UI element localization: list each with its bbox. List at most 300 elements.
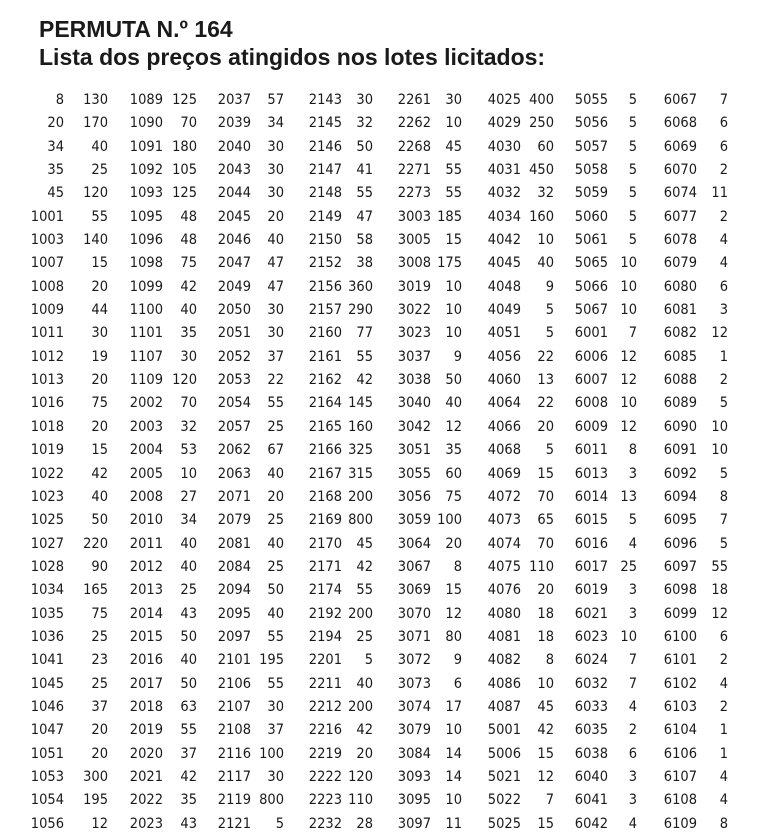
lot-number: 2022 bbox=[129, 792, 163, 809]
lot-number: 6014 bbox=[574, 488, 608, 505]
lot-price: 12 bbox=[620, 372, 637, 389]
lot-number: 2107 bbox=[217, 698, 251, 715]
lot-number: 3037 bbox=[397, 348, 431, 365]
lot-price: 15 bbox=[91, 442, 108, 459]
lot-price: 10 bbox=[620, 628, 637, 645]
lot-number: 2101 bbox=[217, 652, 251, 669]
lot-number: 3095 bbox=[397, 792, 431, 809]
lot-price: 1 bbox=[719, 722, 728, 739]
lot-number: 3059 bbox=[397, 512, 431, 529]
lot-number: 3072 bbox=[397, 652, 431, 669]
table-row bbox=[0, 673, 771, 696]
lot-number: 5067 bbox=[574, 302, 608, 319]
lot-price: 30 bbox=[267, 185, 284, 202]
lot-price: 15 bbox=[537, 745, 554, 762]
lot-number: 1035 bbox=[30, 605, 64, 622]
lot-number: 1107 bbox=[129, 348, 163, 365]
lot-price: 7 bbox=[719, 92, 728, 108]
lot-number: 2147 bbox=[308, 162, 342, 179]
lot-number: 4034 bbox=[487, 208, 521, 225]
lot-price: 40 bbox=[180, 558, 197, 575]
lot-price: 63 bbox=[180, 698, 197, 715]
lot-price: 40 bbox=[267, 535, 284, 552]
lot-price: 6 bbox=[719, 115, 728, 132]
lot-number: 6080 bbox=[663, 278, 697, 295]
lot-price: 7 bbox=[628, 675, 637, 692]
table-row bbox=[0, 206, 771, 229]
lot-number: 2261 bbox=[397, 92, 431, 108]
lot-number: 2079 bbox=[217, 512, 251, 529]
lot-number: 4087 bbox=[487, 698, 521, 715]
lot-price: 42 bbox=[356, 372, 373, 389]
lot-price: 3 bbox=[628, 605, 637, 622]
lot-price: 42 bbox=[180, 768, 197, 785]
lot-price: 40 bbox=[267, 232, 284, 249]
lot-price: 160 bbox=[348, 418, 373, 435]
lot-price: 7 bbox=[545, 792, 554, 809]
lot-price: 55 bbox=[267, 628, 284, 645]
lot-price: 5 bbox=[628, 138, 637, 155]
lot-price: 1 bbox=[719, 745, 728, 762]
lot-number: 4076 bbox=[487, 582, 521, 599]
lot-number: 2161 bbox=[308, 348, 342, 365]
lot-number: 4060 bbox=[487, 372, 521, 389]
lot-number: 6032 bbox=[574, 675, 608, 692]
lot-number: 2051 bbox=[217, 325, 251, 342]
lot-price: 48 bbox=[180, 232, 197, 249]
lot-number: 6103 bbox=[663, 698, 697, 715]
price-list-table bbox=[0, 89, 771, 836]
lot-price: 8 bbox=[719, 488, 728, 505]
lot-number: 2044 bbox=[217, 185, 251, 202]
lot-number: 2165 bbox=[308, 418, 342, 435]
lot-price: 160 bbox=[529, 208, 554, 225]
lot-price: 4 bbox=[719, 792, 728, 809]
lot-number: 2169 bbox=[308, 512, 342, 529]
table-row bbox=[0, 649, 771, 672]
lot-number: 2168 bbox=[308, 488, 342, 505]
lot-price: 13 bbox=[537, 372, 554, 389]
lot-number: 4075 bbox=[487, 558, 521, 575]
lot-number: 4080 bbox=[487, 605, 521, 622]
lot-price: 110 bbox=[529, 558, 554, 575]
lot-number: 2037 bbox=[217, 92, 251, 108]
lot-price: 67 bbox=[267, 442, 284, 459]
lot-number: 2054 bbox=[217, 395, 251, 412]
lot-number: 1023 bbox=[30, 488, 64, 505]
lot-price: 7 bbox=[628, 325, 637, 342]
lot-price: 25 bbox=[356, 628, 373, 645]
lot-price: 30 bbox=[267, 302, 284, 319]
table-row bbox=[0, 509, 771, 532]
lot-price: 195 bbox=[83, 792, 108, 809]
lot-number: 1099 bbox=[129, 278, 163, 295]
lot-price: 75 bbox=[91, 605, 108, 622]
lot-price: 200 bbox=[348, 488, 373, 505]
lot-number: 3042 bbox=[397, 418, 431, 435]
lot-number: 2005 bbox=[129, 465, 163, 482]
lot-number: 1109 bbox=[129, 372, 163, 389]
lot-price: 40 bbox=[537, 255, 554, 272]
lot-price: 5 bbox=[545, 302, 554, 319]
lot-number: 4086 bbox=[487, 675, 521, 692]
table-row bbox=[0, 89, 771, 112]
lot-price: 37 bbox=[180, 745, 197, 762]
table-row bbox=[0, 743, 771, 766]
lot-number: 2097 bbox=[217, 628, 251, 645]
lot-price: 12 bbox=[620, 348, 637, 365]
lot-price: 70 bbox=[180, 115, 197, 132]
lot-price: 5 bbox=[628, 185, 637, 202]
lot-number: 6081 bbox=[663, 302, 697, 319]
lot-number: 3003 bbox=[397, 208, 431, 225]
lot-number: 1096 bbox=[129, 232, 163, 249]
lot-number: 5061 bbox=[574, 232, 608, 249]
lot-price: 37 bbox=[267, 722, 284, 739]
lot-price: 50 bbox=[180, 628, 197, 645]
lot-price: 5 bbox=[719, 465, 728, 482]
lot-number: 3056 bbox=[397, 488, 431, 505]
lot-price: 10 bbox=[180, 465, 197, 482]
lot-number: 1028 bbox=[30, 558, 64, 575]
table-row bbox=[0, 299, 771, 322]
lot-price: 195 bbox=[259, 652, 284, 669]
lot-number: 1013 bbox=[30, 372, 64, 389]
lot-price: 100 bbox=[437, 512, 462, 529]
lot-price: 5 bbox=[545, 442, 554, 459]
lot-price: 175 bbox=[437, 255, 462, 272]
lot-number: 2143 bbox=[308, 92, 342, 108]
lot-price: 3 bbox=[628, 768, 637, 785]
lot-number: 2146 bbox=[308, 138, 342, 155]
lot-price: 30 bbox=[267, 138, 284, 155]
lot-number: 1051 bbox=[30, 745, 64, 762]
table-row bbox=[0, 719, 771, 742]
lot-number: 2211 bbox=[308, 675, 342, 692]
lot-price: 40 bbox=[267, 465, 284, 482]
lot-number: 1100 bbox=[129, 302, 163, 319]
lot-price: 35 bbox=[180, 325, 197, 342]
table-row bbox=[0, 556, 771, 579]
lot-price: 6 bbox=[719, 138, 728, 155]
lot-number: 5058 bbox=[574, 162, 608, 179]
lot-number: 4073 bbox=[487, 512, 521, 529]
lot-price: 42 bbox=[180, 278, 197, 295]
lot-number: 6085 bbox=[663, 348, 697, 365]
lot-price: 140 bbox=[83, 232, 108, 249]
lot-price: 4 bbox=[628, 815, 637, 832]
lot-price: 10 bbox=[537, 232, 554, 249]
lot-price: 12 bbox=[91, 815, 108, 832]
lot-number: 1095 bbox=[129, 208, 163, 225]
lot-price: 57 bbox=[267, 92, 284, 108]
lot-number: 6009 bbox=[574, 418, 608, 435]
lot-number: 1022 bbox=[30, 465, 64, 482]
table-row bbox=[0, 766, 771, 789]
lot-price: 9 bbox=[545, 278, 554, 295]
lot-number: 2152 bbox=[308, 255, 342, 272]
lot-number: 2106 bbox=[217, 675, 251, 692]
lot-number: 6001 bbox=[574, 325, 608, 342]
lot-price: 15 bbox=[445, 232, 462, 249]
lot-number: 2232 bbox=[308, 815, 342, 832]
lot-number: 4066 bbox=[487, 418, 521, 435]
lot-price: 32 bbox=[356, 115, 373, 132]
lot-number: 1016 bbox=[30, 395, 64, 412]
lot-price: 41 bbox=[356, 162, 373, 179]
lot-number: 2008 bbox=[129, 488, 163, 505]
lot-price: 30 bbox=[267, 162, 284, 179]
lot-price: 40 bbox=[356, 675, 373, 692]
lot-price: 30 bbox=[267, 698, 284, 715]
lot-number: 1027 bbox=[30, 535, 64, 552]
lot-number: 2049 bbox=[217, 278, 251, 295]
lot-price: 11 bbox=[711, 185, 728, 202]
lot-number: 2014 bbox=[129, 605, 163, 622]
lot-price: 90 bbox=[91, 558, 108, 575]
lot-price: 4 bbox=[628, 698, 637, 715]
lot-price: 55 bbox=[267, 395, 284, 412]
lot-price: 70 bbox=[180, 395, 197, 412]
lot-number: 8 bbox=[55, 92, 64, 108]
lot-price: 800 bbox=[259, 792, 284, 809]
lot-price: 25 bbox=[91, 675, 108, 692]
lot-price: 23 bbox=[91, 652, 108, 669]
lot-number: 6100 bbox=[663, 628, 697, 645]
lot-price: 2 bbox=[719, 652, 728, 669]
lot-price: 2 bbox=[719, 372, 728, 389]
lot-number: 2071 bbox=[217, 488, 251, 505]
lot-price: 32 bbox=[180, 418, 197, 435]
lot-price: 9 bbox=[453, 652, 462, 669]
lot-number: 1041 bbox=[30, 652, 64, 669]
lot-price: 100 bbox=[259, 745, 284, 762]
lot-price: 60 bbox=[445, 465, 462, 482]
lot-number: 5059 bbox=[574, 185, 608, 202]
lot-number: 2174 bbox=[308, 582, 342, 599]
lot-number: 5006 bbox=[487, 745, 521, 762]
lot-price: 5 bbox=[719, 535, 728, 552]
lot-price: 4 bbox=[719, 768, 728, 785]
lot-price: 35 bbox=[445, 442, 462, 459]
lot-number: 2117 bbox=[217, 768, 251, 785]
table-row bbox=[0, 626, 771, 649]
lot-number: 3040 bbox=[397, 395, 431, 412]
lot-price: 200 bbox=[348, 698, 373, 715]
lot-number: 3079 bbox=[397, 722, 431, 739]
lot-price: 25 bbox=[267, 512, 284, 529]
lot-number: 1053 bbox=[30, 768, 64, 785]
lot-number: 1001 bbox=[30, 208, 64, 225]
lot-price: 65 bbox=[537, 512, 554, 529]
lot-number: 4051 bbox=[487, 325, 521, 342]
lot-number: 5056 bbox=[574, 115, 608, 132]
lot-price: 5 bbox=[628, 232, 637, 249]
lot-number: 1092 bbox=[129, 162, 163, 179]
lot-price: 18 bbox=[711, 582, 728, 599]
lot-price: 400 bbox=[529, 92, 554, 108]
lot-price: 3 bbox=[719, 302, 728, 319]
lot-price: 290 bbox=[348, 302, 373, 319]
lot-price: 125 bbox=[172, 185, 197, 202]
lot-price: 77 bbox=[356, 325, 373, 342]
lot-price: 55 bbox=[356, 348, 373, 365]
lot-number: 2039 bbox=[217, 115, 251, 132]
lot-price: 6 bbox=[453, 675, 462, 692]
lot-price: 55 bbox=[356, 582, 373, 599]
lot-price: 38 bbox=[356, 255, 373, 272]
lot-price: 70 bbox=[537, 488, 554, 505]
lot-number: 1025 bbox=[30, 512, 64, 529]
lot-price: 10 bbox=[620, 255, 637, 272]
lot-price: 110 bbox=[348, 792, 373, 809]
lot-number: 6099 bbox=[663, 605, 697, 622]
lot-number: 6008 bbox=[574, 395, 608, 412]
lot-number: 4074 bbox=[487, 535, 521, 552]
lot-price: 125 bbox=[172, 92, 197, 108]
lot-price: 4 bbox=[719, 232, 728, 249]
lot-number: 3008 bbox=[397, 255, 431, 272]
lot-price: 185 bbox=[437, 208, 462, 225]
lot-price: 34 bbox=[180, 512, 197, 529]
lot-price: 47 bbox=[267, 278, 284, 295]
lot-price: 12 bbox=[445, 605, 462, 622]
table-row bbox=[0, 789, 771, 812]
lot-price: 30 bbox=[356, 92, 373, 108]
table-row bbox=[0, 813, 771, 836]
lot-number: 4032 bbox=[487, 185, 521, 202]
lot-number: 6106 bbox=[663, 745, 697, 762]
lot-number: 1036 bbox=[30, 628, 64, 645]
lot-price: 20 bbox=[91, 722, 108, 739]
lot-number: 4030 bbox=[487, 138, 521, 155]
lot-number: 3084 bbox=[397, 745, 431, 762]
lot-number: 2164 bbox=[308, 395, 342, 412]
lot-number: 5065 bbox=[574, 255, 608, 272]
lot-number: 4049 bbox=[487, 302, 521, 319]
lot-number: 5057 bbox=[574, 138, 608, 155]
lot-number: 6033 bbox=[574, 698, 608, 715]
lot-number: 6094 bbox=[663, 488, 697, 505]
lot-number: 2216 bbox=[308, 722, 342, 739]
lot-price: 47 bbox=[356, 208, 373, 225]
table-row bbox=[0, 369, 771, 392]
lot-price: 40 bbox=[180, 535, 197, 552]
lot-price: 300 bbox=[83, 768, 108, 785]
lot-price: 3 bbox=[628, 582, 637, 599]
lot-number: 6024 bbox=[574, 652, 608, 669]
lot-number: 2023 bbox=[129, 815, 163, 832]
lot-number: 2149 bbox=[308, 208, 342, 225]
lot-price: 48 bbox=[180, 208, 197, 225]
lot-price: 10 bbox=[445, 278, 462, 295]
lot-number: 3022 bbox=[397, 302, 431, 319]
lot-number: 6104 bbox=[663, 722, 697, 739]
lot-number: 20 bbox=[47, 115, 64, 132]
lot-number: 2018 bbox=[129, 698, 163, 715]
lot-number: 2046 bbox=[217, 232, 251, 249]
lot-price: 27 bbox=[180, 488, 197, 505]
lot-number: 6082 bbox=[663, 325, 697, 342]
lot-price: 10 bbox=[620, 278, 637, 295]
lot-price: 25 bbox=[91, 162, 108, 179]
lot-price: 8 bbox=[545, 652, 554, 669]
lot-number: 2223 bbox=[308, 792, 342, 809]
lot-price: 42 bbox=[356, 558, 373, 575]
lot-number: 1007 bbox=[30, 255, 64, 272]
lot-number: 2063 bbox=[217, 465, 251, 482]
lot-price: 35 bbox=[180, 792, 197, 809]
lot-price: 43 bbox=[180, 605, 197, 622]
lot-number: 5022 bbox=[487, 792, 521, 809]
lot-price: 20 bbox=[91, 372, 108, 389]
lot-number: 4031 bbox=[487, 162, 521, 179]
lot-price: 30 bbox=[267, 325, 284, 342]
lot-number: 2121 bbox=[217, 815, 251, 832]
lot-price: 55 bbox=[445, 185, 462, 202]
lot-number: 4029 bbox=[487, 115, 521, 132]
lot-price: 43 bbox=[180, 815, 197, 832]
lot-number: 4056 bbox=[487, 348, 521, 365]
lot-price: 250 bbox=[529, 115, 554, 132]
lot-price: 50 bbox=[356, 138, 373, 155]
lot-price: 5 bbox=[628, 208, 637, 225]
lot-price: 40 bbox=[180, 302, 197, 319]
lot-number: 6067 bbox=[663, 92, 697, 108]
lot-price: 20 bbox=[445, 535, 462, 552]
lot-number: 6023 bbox=[574, 628, 608, 645]
lot-number: 2053 bbox=[217, 372, 251, 389]
lot-price: 7 bbox=[628, 652, 637, 669]
lot-price: 1 bbox=[719, 348, 728, 365]
table-row bbox=[0, 136, 771, 159]
lot-price: 5 bbox=[628, 92, 637, 108]
lot-number: 3071 bbox=[397, 628, 431, 645]
lot-number: 2192 bbox=[308, 605, 342, 622]
lot-number: 6069 bbox=[663, 138, 697, 155]
lot-number: 2156 bbox=[308, 278, 342, 295]
lot-number: 2194 bbox=[308, 628, 342, 645]
lot-number: 2212 bbox=[308, 698, 342, 715]
lot-price: 37 bbox=[91, 698, 108, 715]
lot-number: 6101 bbox=[663, 652, 697, 669]
lot-number: 5066 bbox=[574, 278, 608, 295]
lot-price: 170 bbox=[83, 115, 108, 132]
lot-price: 120 bbox=[348, 768, 373, 785]
lot-price: 14 bbox=[445, 768, 462, 785]
lot-price: 13 bbox=[620, 488, 637, 505]
lot-price: 4 bbox=[719, 255, 728, 272]
lot-number: 1089 bbox=[129, 92, 163, 108]
lot-number: 4045 bbox=[487, 255, 521, 272]
lot-number: 2095 bbox=[217, 605, 251, 622]
lot-price: 10 bbox=[445, 325, 462, 342]
lot-number: 2015 bbox=[129, 628, 163, 645]
lot-price: 315 bbox=[348, 465, 373, 482]
lot-number: 2050 bbox=[217, 302, 251, 319]
lot-price: 80 bbox=[445, 628, 462, 645]
table-row bbox=[0, 159, 771, 182]
lot-price: 58 bbox=[356, 232, 373, 249]
lot-price: 55 bbox=[711, 558, 728, 575]
lot-price: 2 bbox=[719, 162, 728, 179]
lot-number: 3093 bbox=[397, 768, 431, 785]
lot-number: 6038 bbox=[574, 745, 608, 762]
lot-number: 2003 bbox=[129, 418, 163, 435]
lot-price: 75 bbox=[180, 255, 197, 272]
lot-number: 6088 bbox=[663, 372, 697, 389]
lot-number: 6042 bbox=[574, 815, 608, 832]
